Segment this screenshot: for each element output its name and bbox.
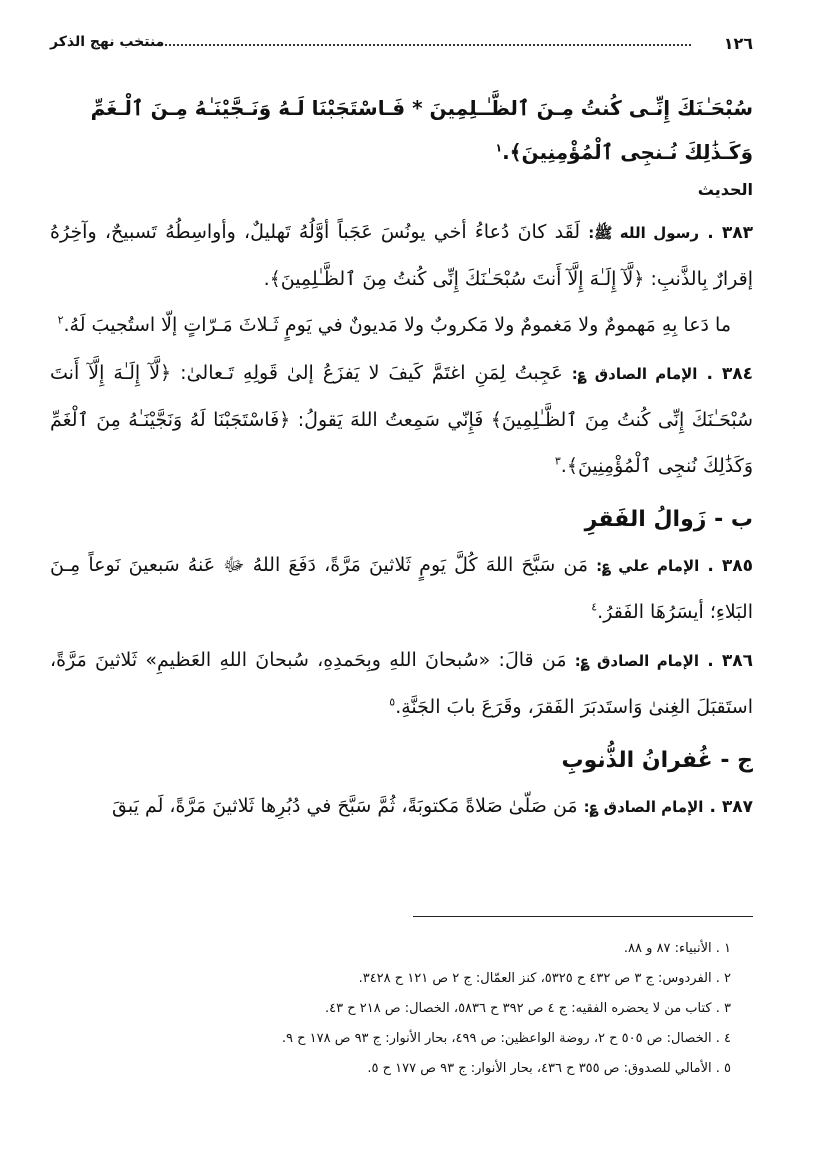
hadith-384: [50, 350, 753, 489]
hadith-385: [50, 542, 753, 635]
footnote-item: ٢ . الفردوس: ج ٣ ص ٤٣٢ ح ٥٣٢٥، كنز العمّال: ج ٢ ص ١٢١ ح ٣٤٢٨.: [358, 971, 731, 986]
footnote-divider: [413, 916, 753, 917]
hadith-text: عَجِبتُ لِمَنِ اغتَمَّ كَيفَ لا يَفزَعُ إلىٰ قَولِهِ تَـعالىٰ: ﴿لَّآ إِلَـٰهَ إِلَّآ أَنتَ سُبْحَـٰنَكَ إِنِّى كُنتُ مِنَ ٱلظَّـٰلِمِينَ﴾ فَإِنّي سَمِعتُ اللهَ يَقولُ: ﴿فَاسْتَجَبْنَا لَهُ وَنَجَّيْنَـٰهُ مِنَ ٱلْغَمِّ وَكَذَٰلِكَ نُنجِى ٱلْمُؤْمِنِينَ﴾.: [50, 362, 753, 477]
page-body: [50, 86, 753, 832]
hadith-continuation: [50, 302, 753, 348]
hadith-number: ٣٨٧ .: [709, 797, 753, 817]
quran-verse-text: سُبْحَـٰنَكَ إِنِّـى كُنتُ مِـنَ ٱلظَّـٰـلِمِينَ * فَـاسْتَجَبْنَا لَـهُ وَنَـجَّيْنَـٰهُ مِـنَ ٱلْـغَمِّ وَكَـذَٰلِكَ نُـنجِى ٱلْمُؤْمِنِينَ﴾.: [90, 96, 753, 164]
footnote-item: ١ . الأنبياء: ٨٧ و ٨٨.: [623, 941, 731, 956]
hadith-number: ٣٨٥ .: [707, 556, 753, 576]
footnote-ref: ٥: [389, 695, 396, 709]
hadith-narrator: الإمام الصادق ؏:: [571, 365, 698, 383]
hadith-387: [50, 783, 753, 830]
quran-verse: [50, 86, 753, 174]
hadith-text: مَن قالَ: «سُبحانَ اللهِ وبِحَمدِهِ، سُبحانَ اللهِ العَظيمِ» ثَلاثينَ مَرَّةً، استَقبَلَ الغِنىٰ وَاستَدبَرَ الفَقرَ، وقَرَعَ بابَ الجَنَّةِ.: [50, 649, 753, 718]
hadith-text: مَن صَلّىٰ صَلاةً مَكتوبَةً، ثُمَّ سَبَّحَ في دُبُرِها ثَلاثينَ مَرَّةً، لَم يَبقَ: [112, 795, 578, 817]
hadith-text: لَقَد كانَ دُعاءُ أخي يونُسَ عَجَباً أوَّلُهُ تَهليلٌ، وأواسِطُهُ تَسبيحٌ، وآخِرُهُ إقرارٌ بِالذَّنبِ: ﴿لَّآ إِلَـٰهَ إِلَّآ أَنتَ سُبْحَـٰنَكَ إِنِّى كُنتُ مِنَ ٱلظَّـٰلِمِينَ﴾.: [50, 221, 753, 290]
subheading-poverty-removal: ب - زَوالُ الفَقرِ: [584, 507, 753, 532]
hadith-number: ٣٨٣ .: [707, 223, 753, 243]
hadith-narrator: الإمام علي ؏:: [596, 557, 700, 575]
footnote-item: ٤ . الخصال: ص ٥٠٥ ح ٢، روضة الواعظين: ص ٤٩٩، بحار الأنوار: ج ٩٣ ص ١٧٨ ح ٩.: [281, 1031, 731, 1046]
page-header: [50, 34, 753, 58]
footnotes: [50, 934, 753, 1084]
footnote-ref: ١: [495, 141, 503, 155]
footnote-ref: ٢: [57, 313, 64, 327]
hadith-number: ٣٨٤ .: [706, 364, 753, 384]
subheading-sins-forgiveness: ج - غُفرانُ الذُّنوبِ: [561, 748, 753, 773]
footnote-ref: ٣: [554, 454, 561, 468]
hadith-386: [50, 637, 753, 730]
hadith-narrator: الإمام الصادق ؏:: [574, 652, 699, 670]
hadith-continuation-text: ما دَعا بِهِ مَهمومٌ ولا مَغمومٌ ولا مَكروبٌ ولا مَديونٌ في يَومٍ ثَـلاثَ مَـرّاتٍ إلّا استُجيبَ لَهُ.: [63, 314, 731, 336]
footnote-item: ٣ . كتاب من لا يحضره الفقيه: ج ٤ ص ٣٩٢ ح ٥٨٣٦، الخصال: ص ٢١٨ ح ٤٣.: [325, 1001, 731, 1016]
hadith-text: مَن سَبَّحَ اللهَ كُلَّ يَومٍ ثَلاثينَ مَرَّةً، دَفَعَ اللهُ ﷻ عَنهُ سَبعينَ نَوعاً مِـنَ البَلاءِ؛ أيسَرُهَا الفَقرُ.: [50, 554, 753, 623]
book-title: منتخب نهج الذكر: [50, 34, 165, 50]
hadith-narrator: رسول الله ﷺ:: [588, 224, 700, 242]
page-number: ١٢٦: [723, 34, 753, 53]
hadith-narrator: الإمام الصادق ؏:: [583, 798, 704, 816]
header-dotted-leader: [160, 44, 691, 46]
footnote-ref: ٤: [591, 600, 598, 614]
hadith-number: ٣٨٦ .: [707, 651, 753, 671]
footnote-item: ٥ . الأمالي للصدوق: ص ٣٥٥ ح ٤٣٦، بحار الأنوار: ج ٩٣ ص ١٧٧ ح ٥.: [367, 1061, 731, 1076]
section-label-hadith: الحديث: [697, 180, 753, 199]
hadith-383: [50, 209, 753, 348]
book-page: [50, 0, 753, 1160]
